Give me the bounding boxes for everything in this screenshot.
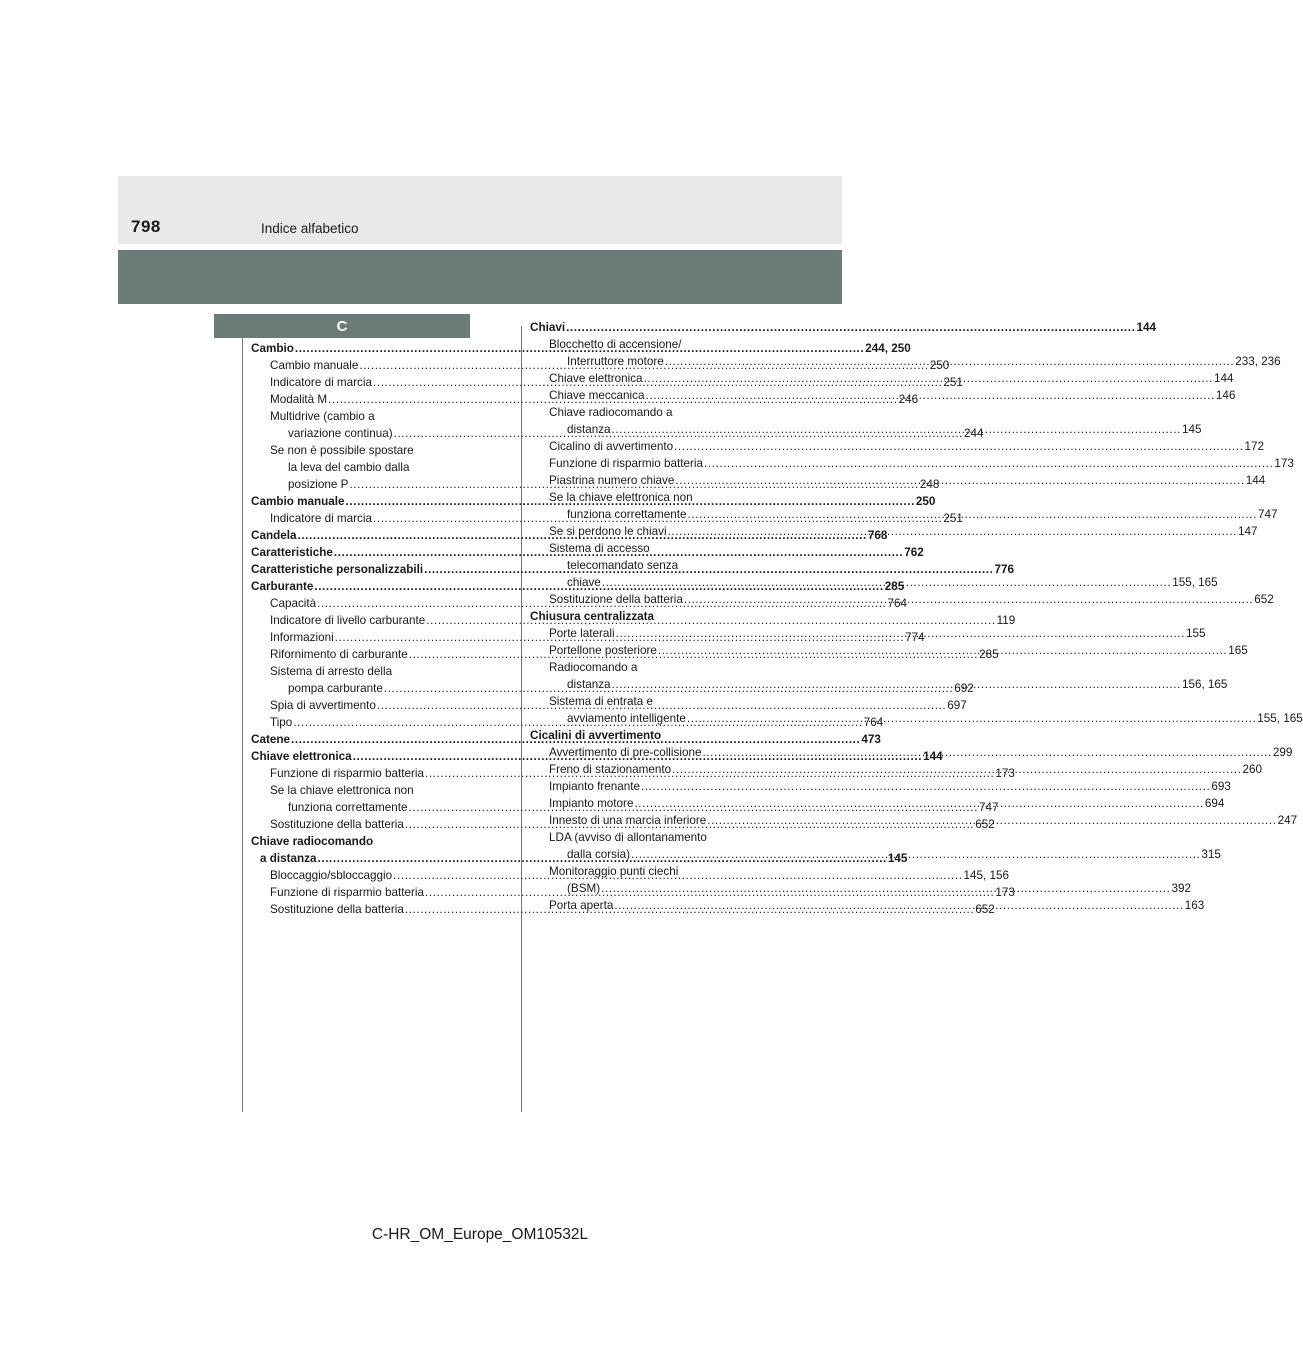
entry-term: Chiusura centralizzata (530, 610, 655, 623)
dot-leader (612, 423, 1181, 436)
entry-term: Chiave radiocomando a (549, 406, 673, 419)
entry-page-ref: 155, 165 (1172, 576, 1218, 589)
dot-leader (644, 372, 1213, 385)
dot-leader (672, 763, 1241, 776)
entry-page-ref: 250 (915, 495, 936, 508)
dot-leader (702, 746, 1271, 759)
entry-page-ref: 285 (979, 648, 999, 661)
entry-term: Freno di stazionamento (549, 763, 672, 776)
entry-page-ref: 145, 156 (963, 869, 1010, 882)
entry-term: Se si perdono le chiavi (549, 525, 667, 538)
index-subentry (530, 455, 1294, 472)
entry-term: Se la chiave elettronica non (549, 491, 693, 504)
entry-term: Avvertimento di pre-collisione (549, 746, 702, 759)
entry-page-ref: 155, 165 (1257, 712, 1303, 725)
index-subentry (530, 778, 1231, 795)
entry-term: Piastrina numero chiave (549, 474, 675, 487)
entry-term: Funzione di risparmio batteria (549, 457, 703, 470)
entry-page-ref: 244 (964, 427, 984, 440)
entry-term: Innesto di una marcia inferiore (549, 814, 707, 827)
entry-term: Monitoraggio punti ciechi (549, 865, 679, 878)
dot-leader (566, 321, 1135, 334)
entry-page-ref: 144 (923, 750, 943, 763)
entry-page-ref: 163 (1184, 899, 1205, 912)
entry-page-ref: 764 (887, 597, 908, 610)
entry-term: posizione P (288, 478, 349, 491)
entry-page-ref: 694 (1204, 797, 1225, 810)
entry-page-ref: 260 (1242, 763, 1263, 776)
entry-page-ref: 692 (954, 682, 974, 695)
entry-page-ref: 145 (1181, 423, 1202, 436)
entry-page-ref: 172 (1244, 440, 1264, 453)
header-dark-band (118, 250, 842, 304)
dot-leader (704, 457, 1273, 470)
entry-term: la leva del cambio dalla (288, 461, 410, 474)
entry-page-ref: 299 (1272, 746, 1293, 759)
dot-leader (658, 644, 1227, 657)
entry-term: Cicalini di avvertimento (530, 729, 662, 742)
entry-page-ref: 768 (867, 529, 888, 542)
entry-page-ref: 246 (898, 393, 919, 406)
entry-term: Sostituzione della batteria (270, 818, 404, 831)
entry-term: Chiave meccanica (549, 389, 645, 402)
entry-page-ref: 764 (863, 716, 884, 729)
page-number: 798 (131, 217, 161, 236)
entry-term: Indicatore di livello carburante (270, 614, 426, 627)
entry-page-ref: 250 (929, 359, 950, 372)
entry-page-ref: 165 (1228, 644, 1248, 657)
entry-term: pompa carburante (288, 682, 383, 695)
entry-term: Interruttore motore (567, 355, 664, 368)
entry-term: Sistema di entrata e (549, 695, 653, 708)
header-band (118, 176, 842, 244)
entry-page-ref: 155 (1186, 627, 1206, 640)
entry-term: Sistema di arresto della (270, 665, 393, 678)
entry-page-ref: 747 (978, 801, 999, 814)
entry-term: funziona correttamente (288, 801, 408, 814)
entry-page-ref: 144 (1213, 372, 1234, 385)
entry-term: Cambio (251, 342, 294, 355)
dot-leader (641, 780, 1210, 793)
dot-leader (616, 627, 1185, 640)
entry-term: Catene (251, 733, 290, 746)
entry-term: Bloccaggio/sbloccaggio (270, 869, 393, 882)
entry-page-ref: 652 (1254, 593, 1274, 606)
entry-term: Funzione di risparmio batteria (270, 886, 424, 899)
entry-term: Blocchetto di accensione/ (549, 338, 682, 351)
entry-term: Se la chiave elettronica non (270, 784, 414, 797)
entry-page-ref: 652 (975, 903, 995, 916)
dot-leader (614, 899, 1183, 912)
dot-leader (602, 576, 1171, 589)
entry-page-ref: 144 (1245, 474, 1266, 487)
entry-term: Chiave radiocomando (251, 835, 374, 848)
dot-leader (687, 712, 1256, 725)
entry-term: Rifornimento di carburante (270, 648, 408, 661)
entry-page-ref: 251 (943, 376, 963, 389)
document-code: C-HR_OM_Europe_OM10532L (371, 1226, 589, 1243)
entry-term: dalla corsia) (567, 848, 631, 861)
dot-leader (675, 474, 1244, 487)
entry-term: Cambio manuale (251, 495, 345, 508)
dot-leader (612, 678, 1181, 691)
entry-term: Sostituzione della batteria (549, 593, 683, 606)
entry-term: Spia di avvertimento (270, 699, 376, 712)
entry-term: avviamento intelligente (567, 712, 686, 725)
entry-term: Portellone posteriore (549, 644, 657, 657)
dot-leader (668, 525, 1237, 538)
entry-term: Indicatore di marcia (270, 512, 372, 525)
entry-page-ref: 248 (919, 478, 940, 491)
entry-term: chiave (567, 576, 601, 589)
entry-term: funziona correttamente (567, 508, 687, 521)
entry-page-ref: 247 (1277, 814, 1298, 827)
entry-term: Multidrive (cambio a (270, 410, 375, 423)
dot-leader (631, 848, 1200, 861)
entry-term: Cambio manuale (270, 359, 359, 372)
entry-page-ref: 145 (887, 852, 908, 865)
entry-term: distanza (567, 678, 611, 691)
dot-leader (707, 814, 1276, 827)
index-letter-tab: C (214, 314, 470, 338)
entry-term: a distanza (260, 852, 317, 865)
entry-page-ref: 747 (1257, 508, 1278, 521)
entry-term: Sistema di accesso (549, 542, 650, 555)
section-title: Indice alfabetico (261, 221, 359, 236)
entry-page-ref: 173 (995, 886, 1015, 899)
entry-term: distanza (567, 423, 611, 436)
entry-page-ref: 119 (996, 614, 1016, 627)
entry-term: Sostituzione della batteria (270, 903, 404, 916)
entry-term: Impianto frenante (549, 780, 640, 793)
index-subentry (530, 438, 1264, 455)
entry-term: Funzione di risparmio batteria (270, 767, 424, 780)
entry-term: Porta aperta (549, 899, 614, 912)
entry-term: Carburante (251, 580, 314, 593)
entry-page-ref: 762 (904, 546, 924, 559)
entry-page-ref: 147 (1238, 525, 1258, 538)
entry-page-ref: 315 (1201, 848, 1221, 861)
dot-leader (634, 797, 1203, 810)
entry-page-ref: 173 (1274, 457, 1294, 470)
entry-page-ref: 285 (884, 580, 905, 593)
entry-page-ref: 173 (995, 767, 1015, 780)
entry-term: Indicatore di marcia (270, 376, 372, 389)
dot-leader (601, 882, 1170, 895)
index-entry (530, 727, 751, 744)
entry-term: Modalità M (270, 393, 328, 406)
entry-term: Candela (251, 529, 297, 542)
entry-term: Porte laterali (549, 627, 615, 640)
entry-page-ref: 251 (943, 512, 963, 525)
entry-page-ref: 144 (1136, 321, 1156, 334)
entry-page-ref: 776 (994, 563, 1015, 576)
entry-page-ref: 697 (947, 699, 967, 712)
entry-term: Radiocomando a (549, 661, 638, 674)
entry-term: Chiavi (530, 321, 566, 334)
entry-page-ref: 146 (1215, 389, 1236, 402)
entry-page-ref: 156, 165 (1181, 678, 1228, 691)
entry-term: Caratteristiche personalizzabili (251, 563, 424, 576)
entry-term: Cicalino di avvertimento (549, 440, 674, 453)
dot-leader (665, 355, 1234, 368)
column-divider-left (242, 326, 243, 1112)
entry-term: telecomandato senza (567, 559, 679, 572)
dot-leader (646, 389, 1215, 402)
entry-page-ref: 693 (1211, 780, 1231, 793)
entry-term: Informazioni (270, 631, 334, 644)
dot-leader (674, 440, 1243, 453)
entry-term: Chiave elettronica (549, 372, 643, 385)
entry-term: Capacità (270, 597, 317, 610)
entry-page-ref: 652 (975, 818, 995, 831)
index-entry (530, 608, 751, 625)
index-entry (530, 319, 1156, 336)
entry-page-ref: 774 (905, 631, 925, 644)
entry-term: Impianto motore (549, 797, 634, 810)
entry-term: (BSM) (567, 882, 601, 895)
entry-page-ref: 233, 236 (1235, 355, 1281, 368)
entry-page-ref: 244, 250 (865, 342, 911, 355)
entry-term: Caratteristiche (251, 546, 333, 559)
entry-term: Se non è possibile spostare (270, 444, 414, 457)
dot-leader (688, 508, 1257, 521)
entry-page-ref: 392 (1171, 882, 1192, 895)
dot-leader (684, 593, 1253, 606)
entry-term: Tipo (270, 716, 293, 729)
entry-page-ref: 473 (861, 733, 881, 746)
entry-term: Chiave elettronica (251, 750, 352, 763)
entry-term: LDA (avviso di allontanamento (549, 831, 707, 844)
entry-term: variazione continua) (288, 427, 393, 440)
